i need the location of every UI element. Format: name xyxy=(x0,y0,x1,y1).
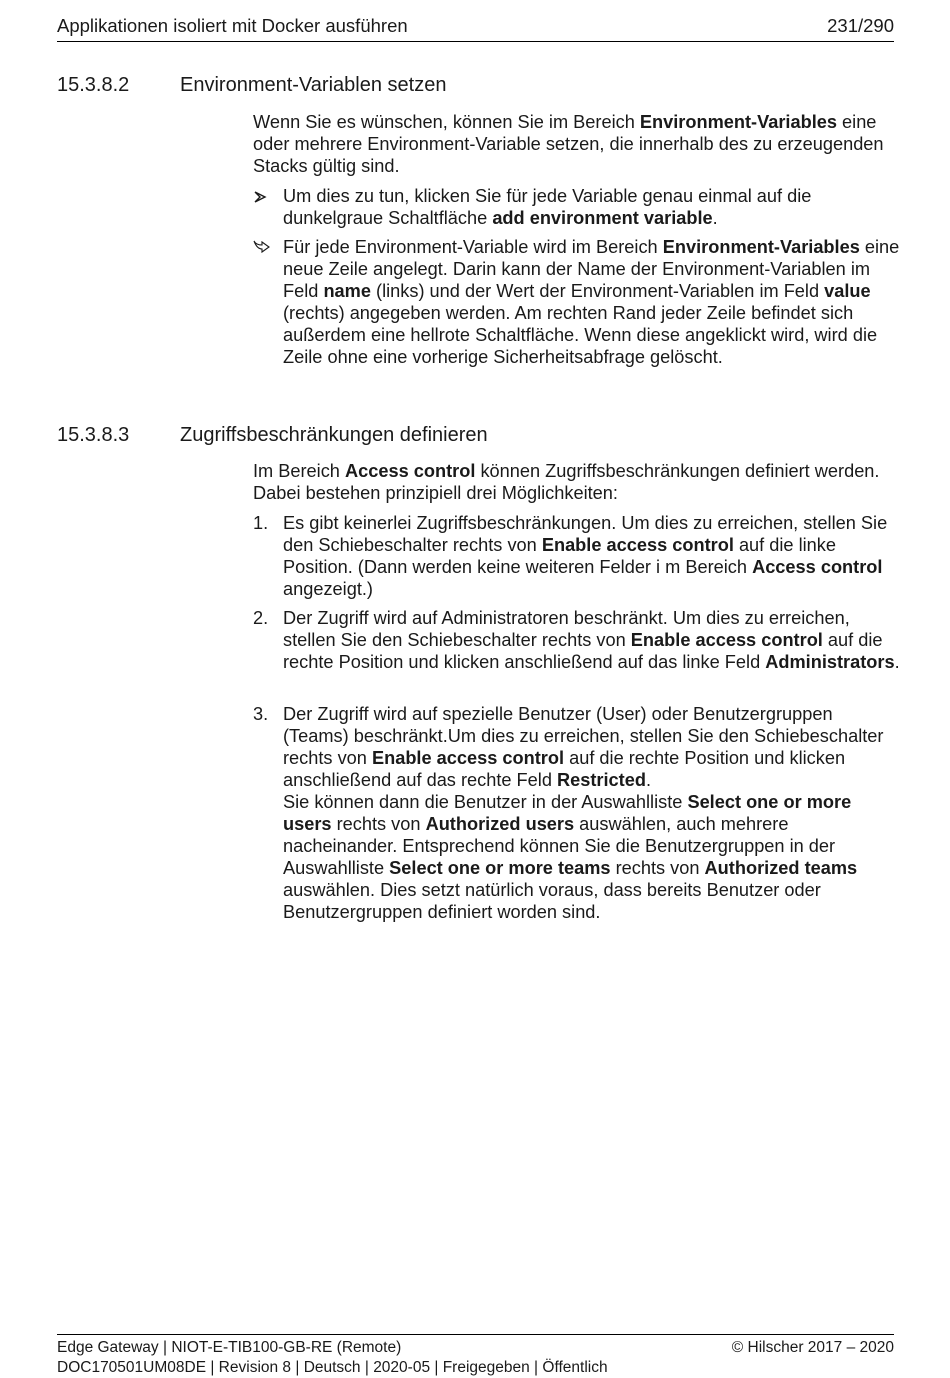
result-arrow-icon xyxy=(253,236,281,258)
page-footer xyxy=(57,1334,894,1378)
list-item-text: Der Zugriff wird auf spezielle Benutzer (User) oder Benutzergruppen (Teams) beschränkt.Um dies zu erreichen, stellen Sie den Schiebeschalter rechts von Enable access control auf die rechte Position und klicken anschließend auf das rechte Feld Restricted. xyxy=(283,704,884,790)
section-title: Environment-Variablen setzen xyxy=(180,74,447,96)
section-intro: Im Bereich Access control können Zugriffsbeschränkungen definiert werden. Dabei bestehen prinzipiell drei Möglichkeiten: xyxy=(253,461,880,503)
list-item xyxy=(253,512,903,600)
result-text: Für jede Environment-Variable wird im Bereich Environment-Variables eine neue Zeile angelegt. Darin kann der Name der Environment-Variablen im Feld name (links) und der Wert der Environment-Variablen im Feld value (rechts) angegeben werden. Am rechten Rand jeder Zeile befindet sich außerdem eine hellrote Schaltfläche. Wenn diese angeklickt wird, wird die Zeile ohne eine vorherige Sicherheitsabfrage gelöscht. xyxy=(283,237,900,367)
footer-document-info: DOC170501UM08DE | Revision 8 | Deutsch | 2020-05 | Freigegeben | Öffentlich xyxy=(57,1359,608,1376)
section-number: 15.3.8.3 xyxy=(57,424,130,446)
action-step xyxy=(253,185,903,229)
list-marker: 2. xyxy=(253,608,269,628)
footer-copyright: © Hilscher 2017 – 2020 xyxy=(731,1339,894,1356)
list-marker: 1. xyxy=(253,513,269,533)
list-item xyxy=(253,703,903,923)
page-header xyxy=(57,15,894,42)
section-title: Zugriffsbeschränkungen definieren xyxy=(180,424,488,446)
section-number: 15.3.8.2 xyxy=(57,74,130,96)
list-item-text: Der Zugriff wird auf Administratoren beschränkt. Um dies zu erreichen, stellen Sie den Schiebeschalter rechts von Enable access control auf die rechte Position und klicken anschließend auf das linke Feld Administrators. xyxy=(283,608,900,672)
list-item-text: Es gibt keinerlei Zugriffsbeschränkungen. Um dies zu erreichen, stellen Sie den Schiebeschalter rechts von Enable access control auf die linke Position. (Dann werden keine weiteren Felder i m Bereich Access control angezeigt.) xyxy=(283,513,888,599)
footer-product: Edge Gateway | NIOT-E-TIB100-GB-RE (Remote) xyxy=(57,1339,402,1356)
section-intro: Wenn Sie es wünschen, können Sie im Bereich Environment-Variables eine oder mehrere Environment-Variable setzen, die innerhalb des zu erzeugenden Stacks gültig sind. xyxy=(253,112,884,176)
page-number: 231/290 xyxy=(827,15,894,36)
list-item-text-continued: Sie können dann die Benutzer in der Auswahlliste Select one or more users rechts von Authorized users auswählen, auch mehrere nacheinander. Entsprechend können Sie die Benutzergruppen in der Auswahlliste Select one or more teams rechts von Authorized teams auswählen. Dies setzt natürlich voraus, dass bereits Benutzer oder Benutzergruppen definiert worden sind. xyxy=(283,792,858,922)
action-text: Um dies zu tun, klicken Sie für jede Variable genau einmal auf die dunkelgraue Schaltfläche add environment variable. xyxy=(283,186,812,228)
arrow-icon xyxy=(253,185,281,207)
list-item xyxy=(253,607,903,673)
header-title: Applikationen isoliert mit Docker ausführen xyxy=(57,15,408,36)
list-marker: 3. xyxy=(253,704,269,724)
result-step xyxy=(253,236,903,368)
